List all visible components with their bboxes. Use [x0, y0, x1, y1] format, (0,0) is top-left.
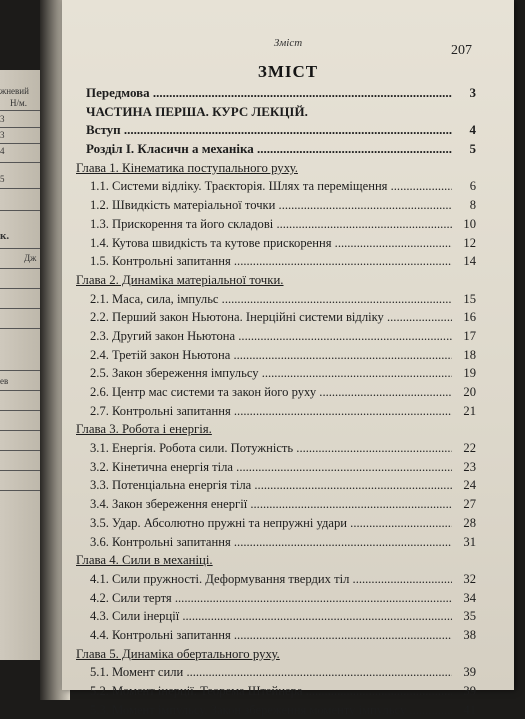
toc-page-number: 16: [463, 310, 476, 325]
toc-chapter: [76, 645, 476, 664]
left-page-text: ев: [0, 376, 9, 386]
toc-entry: [76, 458, 476, 477]
toc-page-number: 4: [469, 122, 476, 138]
toc-entry-title: [86, 103, 452, 122]
toc-entry: [76, 701, 476, 719]
table-rule: [0, 450, 42, 451]
toc-entry: [76, 570, 476, 589]
toc-page-number: 5: [469, 141, 476, 157]
toc-entry: [76, 308, 476, 327]
toc-entry-title: [90, 570, 452, 589]
left-page-text: Дж: [24, 253, 37, 263]
toc-entry-title: [76, 551, 476, 570]
table-rule: [0, 370, 42, 371]
toc-entry-title: [90, 701, 452, 719]
toc-section: [76, 103, 476, 122]
toc-entry-label: ЧАСТИНА ПЕРША. КУРС ЛЕКЦІЙ.: [86, 103, 308, 119]
left-page-text: 3: [0, 114, 5, 124]
toc-chapter: [76, 551, 476, 570]
table-rule: [0, 127, 42, 128]
table-rule: [0, 410, 42, 411]
toc-entry: [76, 495, 476, 514]
toc-entry-title: [90, 533, 452, 552]
toc-entry-label: Вступ: [86, 122, 121, 138]
toc-entry-title: [90, 476, 452, 495]
toc-entry-label: 5.1. Момент сили: [90, 665, 184, 680]
page-title: ЗМІСТ: [257, 62, 319, 81]
page-number: 207: [451, 43, 472, 58]
toc-entry-title: [90, 364, 452, 383]
toc-section: [76, 84, 476, 103]
toc-page-number: 15: [463, 291, 476, 306]
toc-entry-title: [86, 140, 452, 159]
toc-entry-label: 2.4. Третій закон Ньютона: [90, 347, 231, 362]
toc-entry-label: 2.3. Другий закон Ньютона: [90, 328, 236, 343]
toc-page-number: 12: [463, 235, 476, 250]
toc-entry-label: 4.3. Сили інерції: [90, 609, 180, 624]
toc-entry-title: [90, 383, 452, 402]
left-page-edge: [0, 70, 42, 660]
toc-entry: [76, 215, 476, 234]
toc-entry-label: 1.1. Системи відліку. Траєкторія. Шлях та переміщення: [90, 179, 388, 194]
toc-entry-title: [76, 645, 476, 664]
left-page-text: 5: [0, 174, 5, 184]
toc-entry-title: [86, 121, 452, 140]
toc-entry-title: [90, 626, 452, 645]
toc-entry: [76, 177, 476, 196]
toc-chapter: [76, 420, 476, 439]
toc-entry-label: Глава 1. Кінематика поступального руху.: [76, 160, 298, 175]
toc-page-number: 28: [463, 515, 476, 530]
left-page-text: 4: [0, 146, 5, 156]
toc-entry-label: 2.6. Центр мас системи та закон його руху: [90, 385, 317, 399]
toc-entry: [76, 439, 476, 458]
toc-entry-label: 1.4. Кутова швидкість та кутове прискорення: [90, 235, 332, 250]
running-head: Зміст: [273, 37, 303, 49]
toc-entry-title: [90, 196, 452, 215]
toc-entry-title: [90, 682, 452, 701]
toc-entry: [76, 682, 476, 701]
toc-entry: [76, 364, 476, 383]
toc-entry-title: [90, 439, 452, 458]
toc-entry-label: 3.4. Закон збереження енергії: [90, 497, 248, 512]
toc-entry-label: Глава 4. Сили в механіці.: [76, 553, 213, 568]
toc-entry-title: [90, 290, 452, 309]
book-page: [62, 0, 514, 717]
toc-entry-title: [86, 84, 452, 103]
toc-entry-title: [90, 346, 452, 365]
toc-entry: [76, 327, 476, 346]
toc-entry: [76, 196, 476, 215]
toc-page-number: 21: [463, 403, 476, 418]
toc-page-number: 23: [463, 459, 476, 474]
toc-entry-label: 3.6. Контрольні запитання: [90, 534, 231, 549]
toc-page-number: 14: [463, 254, 476, 269]
toc-entry-label: 1.5. Контрольні запитання: [90, 254, 231, 269]
toc-entry-title: [90, 252, 452, 271]
table-rule: [0, 162, 42, 163]
toc-page-number: 35: [463, 609, 476, 624]
toc-entry-title: [90, 177, 452, 196]
toc-entry-label: 5.3. Момент імпульсу. Закон збереження моменту імпульсу: [90, 702, 407, 717]
toc-entry-title: [90, 458, 452, 477]
toc-page-number: 34: [463, 590, 476, 605]
toc-page-number: 6: [469, 179, 476, 194]
table-rule: [0, 328, 42, 329]
toc-page-number: 39: [463, 684, 476, 698]
toc-entry-title: [90, 402, 452, 421]
toc-entry-label: 2.7. Контрольні запитання: [90, 403, 231, 418]
toc-entry-title: [90, 663, 452, 682]
toc-entry-label: 2.1. Маса, сила, імпульс: [90, 291, 219, 306]
toc-entry-label: 1.2. Швидкість матеріальної точки: [90, 198, 276, 213]
toc-entry: [76, 383, 476, 402]
toc-entry: [76, 346, 476, 365]
toc-page-number: 17: [463, 328, 476, 343]
toc-page-number: 39: [463, 665, 476, 680]
toc-page-number: 24: [463, 478, 476, 493]
left-page-text: к.: [0, 230, 10, 242]
toc-entry: [76, 402, 476, 421]
toc-entry-title: [90, 514, 452, 533]
toc-entry: [76, 290, 476, 309]
toc-entry-title: [90, 495, 452, 514]
toc-entry-title: [90, 308, 452, 327]
table-rule: [0, 390, 42, 391]
toc-entry-label: Глава 5. Динаміка обертального руху.: [76, 646, 280, 661]
toc-page-number: 31: [463, 534, 476, 549]
toc-entry-title: [90, 589, 452, 608]
toc-page-number: 20: [463, 385, 476, 399]
toc-entry-title: [76, 159, 476, 178]
toc-entry-label: 5.2. Момент інерції. Теорема Штейнера: [90, 684, 303, 698]
toc-entry-label: 4.1. Сили пружності. Деформування твердих тіл: [90, 571, 350, 586]
toc-entry-label: 1.3. Прискорення та його складові: [90, 216, 274, 231]
toc-entry-label: 4.2. Сили тертя: [90, 590, 172, 605]
toc-entry-label: Глава 2. Динаміка матеріальної точки.: [76, 272, 284, 287]
toc-page-number: 41: [463, 702, 476, 717]
toc-entry: [76, 663, 476, 682]
toc-entry-label: 3.1. Енергія. Робота сили. Потужність: [90, 441, 294, 456]
toc-page-number: 27: [463, 497, 476, 512]
toc-entry-label: 3.3. Потенціальна енергія тіла: [90, 478, 252, 493]
toc-entry-title: [90, 234, 452, 253]
toc-entry-label: 4.4. Контрольні запитання: [90, 627, 231, 642]
toc-entry-label: 2.2. Перший закон Ньютона. Інерційні системи відліку: [90, 310, 384, 325]
table-rule: [0, 308, 42, 309]
table-rule: [0, 268, 42, 269]
table-rule: [0, 188, 42, 189]
left-page-text: жневий: [0, 86, 29, 96]
toc-entry-label: 3.5. Удар. Абсолютно пружні та непружні удари: [90, 515, 348, 530]
toc-page-number: 18: [463, 347, 476, 362]
toc-chapter: [76, 271, 476, 290]
toc-entry: [76, 514, 476, 533]
toc-entry-label: 2.5. Закон збереження імпульсу: [90, 366, 259, 381]
table-rule: [0, 143, 42, 144]
toc-entry: [76, 252, 476, 271]
table-rule: [0, 110, 42, 111]
table-rule: [0, 248, 42, 249]
toc-entry-label: 3.2. Кінетична енергія тіла: [90, 459, 234, 474]
toc-entry: [76, 234, 476, 253]
table-rule: [0, 430, 42, 431]
toc-entry: [76, 476, 476, 495]
toc-entry: [76, 626, 476, 645]
toc-entry: [76, 533, 476, 552]
toc-page-number: 3: [469, 85, 476, 100]
toc-section: [76, 121, 476, 140]
toc-entry: [76, 607, 476, 626]
toc-section: [76, 140, 476, 159]
toc-chapter: [76, 159, 476, 178]
toc-entry: [76, 589, 476, 608]
toc-entry-title: [90, 607, 452, 626]
toc-entry-title: [76, 271, 476, 290]
toc-entry-title: [90, 327, 452, 346]
toc-entry-title: [90, 215, 452, 234]
table-rule: [0, 210, 42, 211]
table-rule: [0, 288, 42, 289]
toc-page-number: 8: [469, 198, 476, 213]
toc-entry-label: Передмова: [86, 85, 150, 100]
toc-entry-label: Розділ І. Класичн а механіка: [86, 141, 254, 157]
table-of-contents: [76, 84, 476, 719]
table-rule: [0, 470, 42, 471]
toc-page-number: 32: [463, 571, 476, 586]
toc-page-number: 10: [463, 216, 476, 231]
toc-entry-title: [76, 420, 476, 439]
left-page-text: 3: [0, 130, 5, 140]
toc-entry-label: Глава 3. Робота і енергія.: [76, 422, 212, 437]
toc-page-number: 38: [463, 627, 476, 642]
toc-page-number: 19: [463, 366, 476, 381]
left-page-text: Н/м.: [10, 98, 27, 108]
toc-page-number: 22: [463, 441, 476, 456]
table-rule: [0, 490, 42, 491]
